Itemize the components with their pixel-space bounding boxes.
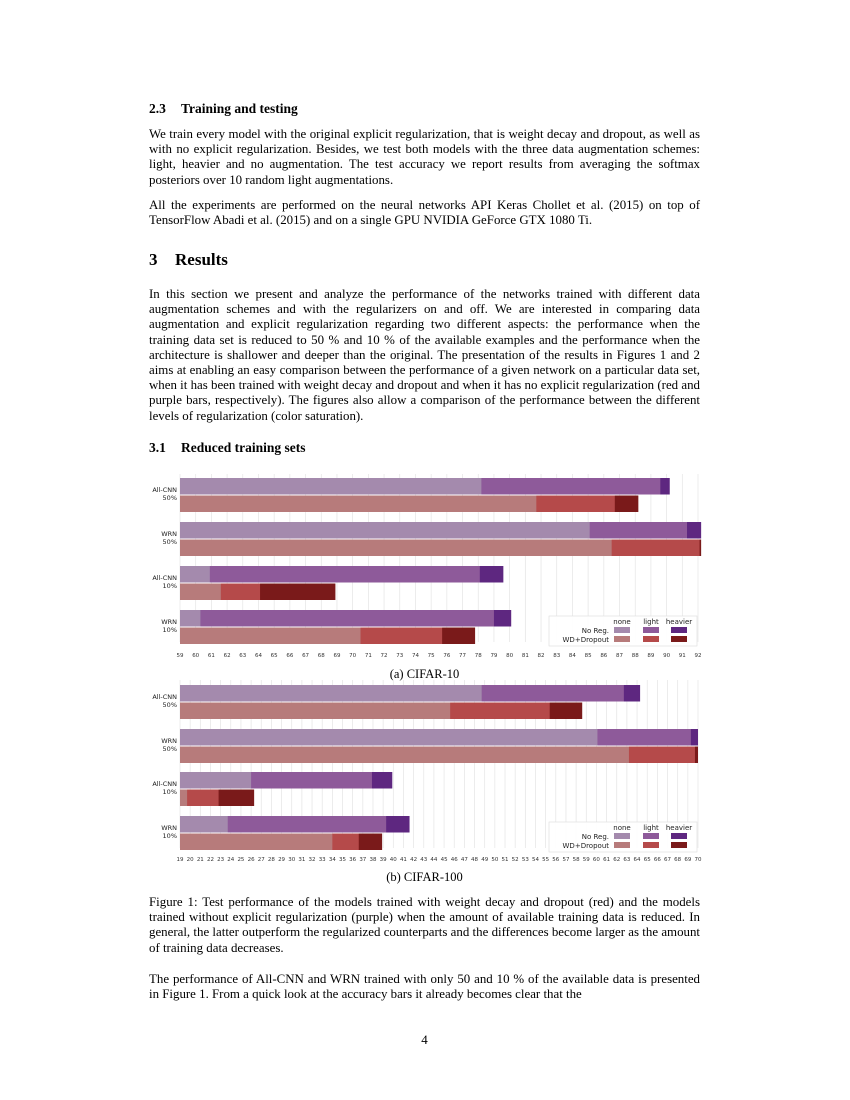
results-paragraph: In this section we present and analyze the performance of the networks trained with different data augmentation schemes and with the regularizers on and off. We are interested in comparing data augmentation and explicit regularization regarding two different aspects: the performance when the training data set is reduced to 50 % and 10 % of the available examples and the performance when the architecture is shallower and deeper than the original. The presentation of the results in Figures 1 and 2 aims at enabling an easy comparison between the performance of a given network on a particular data set, when it has been trained with weight decay and dropout and when it has no explicit regularization (red and purple bars, respectively). The figures also allow a comparison of the performance between the different levels of regularization (color saturation).	[149, 287, 700, 423]
legend-column-label: light	[643, 618, 659, 626]
bar-noreg-none	[180, 478, 481, 495]
chart-cifar10-svg	[149, 474, 700, 666]
x-tick-label: 82	[537, 653, 545, 659]
x-tick-label: 66	[286, 653, 294, 659]
x-tick-label: 56	[552, 857, 560, 863]
x-tick-label: 46	[450, 857, 458, 863]
x-tick-label: 83	[553, 653, 561, 659]
legend-swatch	[614, 833, 630, 839]
row-label: WRN	[161, 737, 177, 745]
bar-noreg-none	[180, 522, 590, 539]
x-tick-label: 39	[379, 857, 387, 863]
x-tick-label: 28	[267, 857, 275, 863]
x-tick-label: 55	[542, 857, 550, 863]
x-tick-label: 60	[192, 653, 200, 659]
x-tick-label: 58	[572, 857, 580, 863]
x-tick-label: 22	[206, 857, 214, 863]
legend-swatch	[671, 842, 687, 848]
x-tick-label: 38	[369, 857, 377, 863]
x-tick-label: 52	[511, 857, 519, 863]
x-tick-label: 34	[328, 857, 336, 863]
legend-column-label: none	[613, 618, 631, 626]
x-tick-label: 72	[380, 653, 388, 659]
chart-cifar100	[149, 680, 700, 870]
x-tick-label: 74	[411, 653, 419, 659]
row-label: All-CNN	[152, 693, 177, 701]
row-label: 50%	[162, 701, 177, 709]
section-heading-2-3: 2.3 Training and testing	[149, 101, 298, 116]
x-tick-label: 67	[302, 653, 310, 659]
legend-swatch	[643, 627, 659, 633]
x-tick-label: 61	[603, 857, 611, 863]
bar-wd-none	[180, 703, 450, 720]
x-tick-label: 91	[678, 653, 686, 659]
x-tick-label: 85	[584, 653, 592, 659]
x-tick-label: 43	[420, 857, 428, 863]
legend-row-label: No Reg.	[581, 627, 609, 635]
x-tick-label: 77	[459, 653, 467, 659]
x-tick-label: 76	[443, 653, 451, 659]
row-label: WRN	[161, 530, 177, 538]
bar-noreg-none	[180, 685, 482, 702]
row-label: 10%	[162, 626, 177, 634]
subcaption-cifar100: (b) CIFAR-100	[386, 870, 463, 884]
x-tick-label: 79	[490, 653, 498, 659]
row-label: 10%	[162, 582, 177, 590]
legend-column-label: heavier	[665, 618, 693, 626]
x-tick-label: 33	[318, 857, 326, 863]
x-tick-label: 29	[278, 857, 286, 863]
x-tick-label: 73	[396, 653, 404, 659]
x-tick-label: 59	[176, 653, 184, 659]
x-tick-label: 62	[613, 857, 621, 863]
x-tick-label: 92	[694, 653, 702, 659]
chart-cifar100-svg	[149, 680, 700, 870]
x-tick-label: 32	[308, 857, 316, 863]
legend-row-label: No Reg.	[581, 833, 609, 841]
row-label: WRN	[161, 618, 177, 626]
x-tick-label: 65	[643, 857, 651, 863]
bar-noreg-none	[180, 566, 210, 583]
bar-noreg-none	[180, 772, 251, 789]
row-label: 50%	[162, 494, 177, 502]
bar-noreg-none	[180, 610, 200, 627]
bar-noreg-light	[180, 566, 480, 583]
x-tick-label: 90	[663, 653, 671, 659]
x-tick-label: 30	[288, 857, 296, 863]
x-tick-label: 23	[217, 857, 225, 863]
x-tick-label: 36	[349, 857, 357, 863]
section-heading-3: 3 Results	[149, 250, 228, 269]
legend-swatch	[671, 636, 687, 642]
x-tick-label: 31	[298, 857, 306, 863]
row-label: 50%	[162, 745, 177, 753]
bar-wd-none	[180, 790, 187, 807]
x-tick-label: 69	[684, 857, 692, 863]
bar-wd-none	[180, 540, 612, 557]
x-tick-label: 45	[440, 857, 448, 863]
chart-cifar10	[149, 474, 700, 666]
bar-noreg-none	[180, 816, 228, 833]
x-tick-label: 78	[474, 653, 482, 659]
x-tick-label: 67	[664, 857, 672, 863]
x-tick-label: 64	[254, 653, 262, 659]
x-tick-label: 59	[582, 857, 590, 863]
x-tick-label: 48	[471, 857, 479, 863]
x-tick-label: 65	[270, 653, 278, 659]
legend-swatch	[614, 627, 630, 633]
figure-caption: Figure 1: Test performance of the models trained with weight decay and dropout (red) and the models trained without explicit regularization (purple) when the amount of available training data is reduced. In general, the latter outperform the regularized counterparts and the differences become larger as the amount of training data decreases.	[149, 895, 700, 955]
legend-swatch	[643, 636, 659, 642]
x-tick-label: 41	[399, 857, 407, 863]
row-label: 50%	[162, 538, 177, 546]
x-tick-label: 50	[491, 857, 499, 863]
x-tick-label: 37	[359, 857, 367, 863]
x-tick-label: 70	[694, 857, 702, 863]
x-tick-label: 51	[501, 857, 509, 863]
page-number: 4	[421, 1032, 428, 1047]
training-paragraph-1: We train every model with the original explicit regularization, that is weight decay and dropout, as well as with no explicit regularization. Besides, we test both models with the three data augmentation schemes: light, heavier and no augmentation. The test accuracy we report results from averaging the softmax posteriors over 10 random light augmentations.	[149, 127, 700, 187]
x-tick-label: 87	[616, 653, 624, 659]
x-tick-label: 42	[410, 857, 418, 863]
x-tick-label: 69	[333, 653, 341, 659]
legend-row-label: WD+Dropout	[562, 842, 609, 850]
row-label: All-CNN	[152, 780, 177, 788]
row-label: WRN	[161, 824, 177, 832]
x-tick-label: 64	[633, 857, 641, 863]
x-tick-label: 63	[239, 653, 247, 659]
bar-wd-none	[180, 584, 221, 601]
training-paragraph-2: All the experiments are performed on the neural networks API Keras Chollet et al. (2015) on top of TensorFlow Abadi et al. (2015) and on a single GPU NVIDIA GeForce GTX 1080 Ti.	[149, 198, 700, 228]
x-tick-label: 62	[223, 653, 231, 659]
bar-noreg-none	[180, 729, 597, 746]
bar-wd-none	[180, 628, 361, 645]
subcaption-cifar10: (a) CIFAR-10	[389, 667, 460, 681]
bar-wd-none	[180, 834, 332, 851]
closing-paragraph: The performance of All-CNN and WRN trained with only 50 and 10 % of the available data is presented in Figure 1. From a quick look at the accuracy bars it already becomes clear that the	[149, 972, 700, 1002]
x-tick-label: 19	[176, 857, 184, 863]
x-tick-label: 80	[506, 653, 514, 659]
x-tick-label: 27	[257, 857, 265, 863]
x-tick-label: 35	[339, 857, 347, 863]
x-tick-label: 44	[430, 857, 438, 863]
bar-wd-none	[180, 496, 536, 513]
bar-wd-none	[180, 747, 629, 764]
x-tick-label: 49	[481, 857, 489, 863]
legend-column-label: none	[613, 824, 631, 832]
row-label: All-CNN	[152, 486, 177, 494]
x-tick-label: 26	[247, 857, 255, 863]
x-tick-label: 20	[186, 857, 194, 863]
legend-swatch	[614, 842, 630, 848]
row-label: 10%	[162, 832, 177, 840]
x-tick-label: 66	[653, 857, 661, 863]
x-tick-label: 47	[460, 857, 468, 863]
legend-column-label: light	[643, 824, 659, 832]
x-tick-label: 88	[631, 653, 639, 659]
legend-swatch	[671, 833, 687, 839]
x-tick-label: 40	[389, 857, 397, 863]
x-tick-label: 68	[674, 857, 682, 863]
x-tick-label: 68	[317, 653, 325, 659]
legend-row-label: WD+Dropout	[562, 636, 609, 644]
x-tick-label: 71	[364, 653, 372, 659]
x-tick-label: 86	[600, 653, 608, 659]
x-tick-label: 60	[592, 857, 600, 863]
x-tick-label: 57	[562, 857, 570, 863]
x-tick-label: 84	[568, 653, 576, 659]
x-tick-label: 81	[521, 653, 529, 659]
legend-swatch	[671, 627, 687, 633]
row-label: 10%	[162, 788, 177, 796]
x-tick-label: 24	[227, 857, 235, 863]
x-tick-label: 89	[647, 653, 655, 659]
x-tick-label: 54	[531, 857, 539, 863]
x-tick-label: 70	[349, 653, 357, 659]
legend-swatch	[643, 833, 659, 839]
legend-column-label: heavier	[665, 824, 693, 832]
bar-noreg-light	[180, 610, 494, 627]
x-tick-label: 61	[207, 653, 215, 659]
x-tick-label: 53	[521, 857, 529, 863]
x-tick-label: 75	[427, 653, 435, 659]
legend-swatch	[643, 842, 659, 848]
section-heading-3-1: 3.1 Reduced training sets	[149, 440, 306, 455]
row-label: All-CNN	[152, 574, 177, 582]
x-tick-label: 25	[237, 857, 245, 863]
x-tick-label: 63	[623, 857, 631, 863]
legend-swatch	[614, 636, 630, 642]
x-tick-label: 21	[196, 857, 204, 863]
